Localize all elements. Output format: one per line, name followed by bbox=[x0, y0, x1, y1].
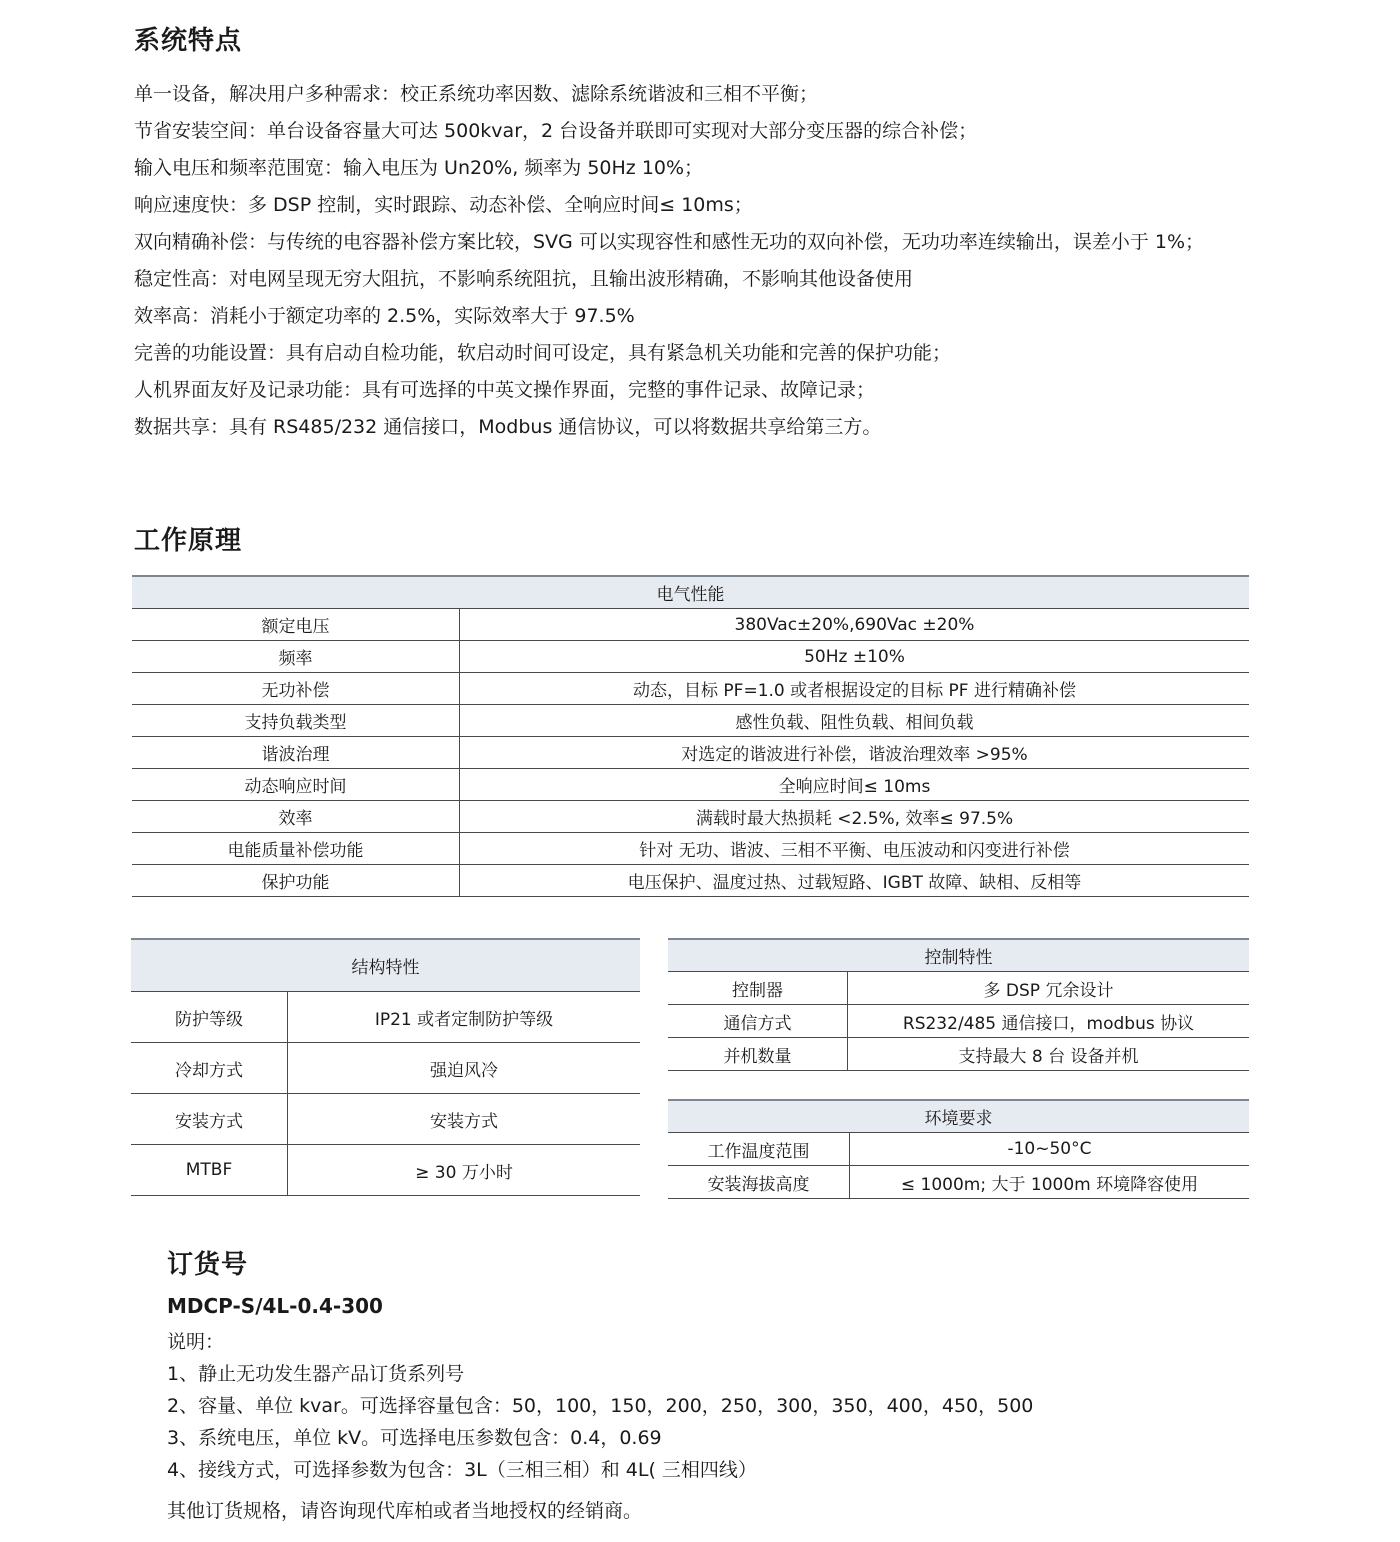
order-title: 订货号 bbox=[167, 1250, 249, 1280]
control-characteristics-table bbox=[668, 938, 1249, 1071]
order-note: 4、接线方式，可选择参数为包含：3L（三相三相）和 4L( 三相四线） bbox=[167, 1459, 757, 1481]
spec-key: 动态响应时间 bbox=[132, 769, 460, 801]
electrical-performance-table bbox=[132, 575, 1249, 897]
table-row bbox=[131, 1145, 640, 1196]
spec-key: MTBF bbox=[131, 1145, 288, 1196]
spec-key: 安装方式 bbox=[131, 1094, 288, 1145]
table-row bbox=[131, 1043, 640, 1094]
order-note: 说明： bbox=[167, 1331, 225, 1353]
spec-key: 谐波治理 bbox=[132, 737, 460, 769]
table-row bbox=[668, 1166, 1249, 1199]
structure-table-header: 结构特性 bbox=[131, 939, 640, 992]
spec-key: 冷却方式 bbox=[131, 1043, 288, 1094]
feature-item: 人机界面友好及记录功能：具有可选择的中英文操作界面，完整的事件记录、故障记录； bbox=[134, 379, 876, 401]
spec-key: 电能质量补偿功能 bbox=[132, 833, 460, 865]
table-row bbox=[668, 1038, 1249, 1071]
principle-title: 工作原理 bbox=[134, 526, 243, 556]
feature-item: 数据共享：具有 RS485/232 通信接口，Modbus 通信协议，可以将数据共享给第三方。 bbox=[134, 416, 882, 438]
table-row bbox=[131, 1094, 640, 1145]
feature-item: 双向精确补偿：与传统的电容器补偿方案比较，SVG 可以实现容性和感性无功的双向补偿，无功功率连续输出，误差小于 1%； bbox=[134, 231, 1205, 253]
spec-key: 无功补偿 bbox=[132, 673, 460, 705]
control-table-header: 控制特性 bbox=[668, 939, 1249, 972]
spec-key: 控制器 bbox=[668, 972, 848, 1005]
spec-value: 支持最大 8 台 设备并机 bbox=[848, 1038, 1250, 1071]
spec-key: 工作温度范围 bbox=[668, 1133, 850, 1166]
spec-key: 防护等级 bbox=[131, 992, 288, 1043]
spec-value: 强迫风冷 bbox=[288, 1043, 641, 1094]
spec-value: 针对 无功、谐波、三相不平衡、电压波动和闪变进行补偿 bbox=[460, 833, 1250, 865]
spec-value: 安装方式 bbox=[288, 1094, 641, 1145]
spec-value: RS232/485 通信接口，modbus 协议 bbox=[848, 1005, 1250, 1038]
feature-item: 完善的功能设置：具有启动自检功能，软启动时间可设定，具有紧急机关功能和完善的保护功能； bbox=[134, 342, 952, 364]
spec-value: 对选定的谐波进行补偿，谐波治理效率 >95% bbox=[460, 737, 1250, 769]
table-row bbox=[668, 972, 1249, 1005]
spec-value: 动态，目标 PF=1.0 或者根据设定的目标 PF 进行精确补偿 bbox=[460, 673, 1250, 705]
spec-key: 通信方式 bbox=[668, 1005, 848, 1038]
table-row bbox=[132, 769, 1249, 801]
spec-value: 50Hz ±10% bbox=[460, 641, 1250, 673]
spec-key: 频率 bbox=[132, 641, 460, 673]
spec-key: 效率 bbox=[132, 801, 460, 833]
spec-value: 全响应时间≤ 10ms bbox=[460, 769, 1250, 801]
spec-value: 多 DSP 冗余设计 bbox=[848, 972, 1250, 1005]
environment-table-header: 环境要求 bbox=[668, 1100, 1249, 1133]
order-notes bbox=[167, 1326, 1033, 1486]
table-row bbox=[132, 737, 1249, 769]
order-note: 2、容量、单位 kvar。可选择容量包含：50，100，150，200，250，300，350，400，450，500 bbox=[167, 1395, 1034, 1417]
spec-key: 额定电压 bbox=[132, 609, 460, 641]
table-row bbox=[668, 1005, 1249, 1038]
table-row bbox=[132, 833, 1249, 865]
spec-value: ≥ 30 万小时 bbox=[288, 1145, 641, 1196]
spec-key: 并机数量 bbox=[668, 1038, 848, 1071]
spec-value: 电压保护、温度过热、过载短路、IGBT 故障、缺相、反相等 bbox=[460, 865, 1250, 897]
order-model-number: MDCP-S/4L-0.4-300 bbox=[167, 1294, 383, 1318]
table-row bbox=[131, 992, 640, 1043]
spec-key: 支持负载类型 bbox=[132, 705, 460, 737]
spec-key: 安装海拔高度 bbox=[668, 1166, 850, 1199]
table-row bbox=[132, 641, 1249, 673]
spec-value: 380Vac±20%,690Vac ±20% bbox=[460, 609, 1250, 641]
feature-list bbox=[134, 76, 1204, 446]
spec-value: ≤ 1000m; 大于 1000m 环境降容使用 bbox=[850, 1166, 1250, 1199]
feature-item: 单一设备，解决用户多种需求：校正系统功率因数、滤除系统谐波和三相不平衡； bbox=[134, 83, 819, 105]
spec-value: -10~50°C bbox=[850, 1133, 1250, 1166]
table-row bbox=[132, 801, 1249, 833]
table-row bbox=[132, 673, 1249, 705]
table-row bbox=[132, 865, 1249, 897]
order-note: 1、静止无功发生器产品订货系列号 bbox=[167, 1363, 465, 1385]
feature-item: 稳定性高：对电网呈现无穷大阻抗，不影响系统阻抗，且输出波形精确，不影响其他设备使用 bbox=[134, 268, 914, 290]
feature-item: 输入电压和频率范围宽：输入电压为 Un20%, 频率为 50Hz 10%； bbox=[134, 157, 704, 179]
structure-characteristics-table bbox=[131, 938, 640, 1196]
features-title: 系统特点 bbox=[134, 26, 243, 56]
table-row bbox=[132, 705, 1249, 737]
table-row bbox=[668, 1133, 1249, 1166]
environment-requirements-table bbox=[668, 1099, 1249, 1199]
order-note: 3、系统电压，单位 kV。可选择电压参数包含：0.4，0.69 bbox=[167, 1427, 662, 1449]
feature-item: 效率高：消耗小于额定功率的 2.5%，实际效率大于 97.5% bbox=[134, 305, 635, 327]
spec-value: IP21 或者定制防护等级 bbox=[288, 992, 641, 1043]
electrical-table-header: 电气性能 bbox=[132, 576, 1249, 609]
spec-key: 保护功能 bbox=[132, 865, 460, 897]
order-footer: 其他订货规格，请咨询现代库柏或者当地授权的经销商。 bbox=[167, 1500, 643, 1522]
table-row bbox=[132, 609, 1249, 641]
spec-value: 满载时最大热损耗 <2.5%, 效率≤ 97.5% bbox=[460, 801, 1250, 833]
spec-value: 感性负载、阻性负载、相间负载 bbox=[460, 705, 1250, 737]
feature-item: 节省安装空间：单台设备容量大可达 500kvar，2 台设备并联即可实现对大部分变压器的综合补偿； bbox=[134, 120, 978, 142]
feature-item: 响应速度快：多 DSP 控制，实时跟踪、动态补偿、全响应时间≤ 10ms； bbox=[134, 194, 753, 216]
